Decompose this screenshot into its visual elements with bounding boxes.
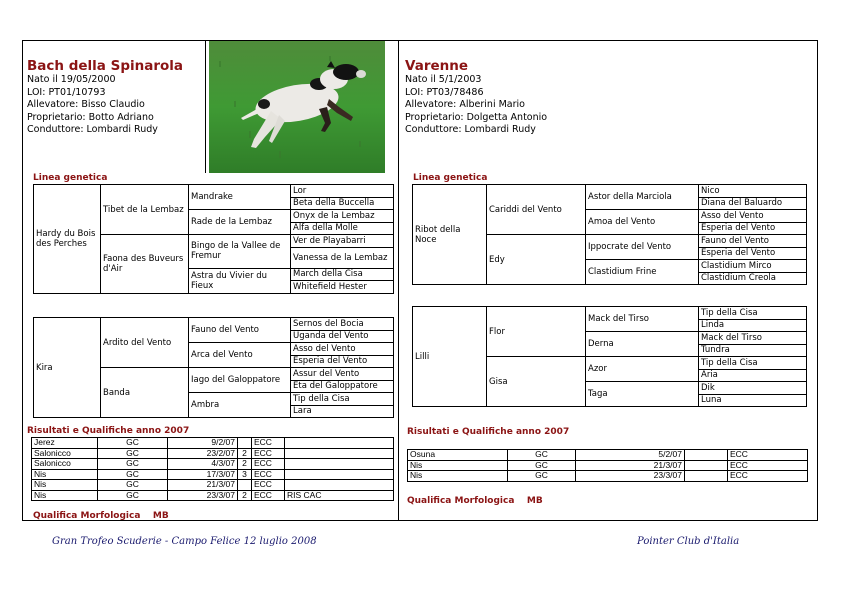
result-cell: Nis	[32, 490, 98, 501]
gen4-name: Vanessa de la Lembaz	[291, 247, 394, 268]
result-cell: 5/2/07	[576, 450, 685, 461]
gen4-name: Lor	[291, 185, 394, 198]
sire-name: Ribot della Noce	[413, 185, 487, 285]
pedigree-row	[413, 185, 807, 198]
dog-name-left: Bach della Spinarola	[27, 58, 184, 74]
result-row	[32, 469, 394, 480]
result-row	[408, 460, 808, 471]
result-row	[408, 450, 808, 461]
gen4-name: Lara	[291, 405, 394, 418]
gen4-name: Clastidium Mirco	[699, 260, 807, 273]
gen3-name: Iago del Galoppatore	[189, 368, 291, 393]
dog-info-left	[27, 74, 158, 137]
gen2-name: Flor	[487, 307, 586, 357]
loi-number: LOI: PT03/78486	[405, 86, 484, 98]
pedigree-title-right: Linea genetica	[413, 173, 488, 183]
owner: Proprietario: Botto Adriano	[27, 111, 154, 123]
gen4-name: Assur del Vento	[291, 368, 394, 381]
result-cell: 21/3/07	[576, 460, 685, 471]
result-cell: Salonicco	[32, 448, 98, 459]
born-date: Nato il 19/05/2000	[27, 74, 116, 85]
result-cell	[285, 469, 394, 480]
gen4-name: Alfa della Molle	[291, 222, 394, 235]
result-cell	[685, 450, 728, 461]
result-cell: GC	[508, 471, 576, 482]
results-table-left	[31, 437, 394, 501]
result-cell: 2	[238, 490, 252, 501]
gen4-name: Nico	[699, 185, 807, 198]
pedigree-dam-left	[33, 317, 394, 418]
morpho-left: Qualifica Morfologica MB	[33, 511, 169, 521]
gen4-name: Tip della Cisa	[699, 307, 807, 320]
sire-name: Hardy du Bois des Perches	[34, 185, 101, 294]
pedigree-row	[413, 307, 807, 320]
gen3-name: Fauno del Vento	[189, 318, 291, 343]
footer-event: Gran Trofeo Scuderie - Campo Felice 12 luglio 2008	[52, 536, 317, 547]
result-cell: Nis	[408, 460, 508, 471]
result-cell: ECC	[252, 438, 285, 449]
gen4-name: Dik	[699, 382, 807, 395]
gen3-name: Derna	[586, 332, 699, 357]
gen3-name: Ippocrate del Vento	[586, 235, 699, 260]
born-date: Nato il 5/1/2003	[405, 74, 482, 85]
gen4-name: Eta del Galoppatore	[291, 380, 394, 393]
breeder: Allevatore: Bisso Claudio	[27, 99, 145, 111]
gen2-name: Banda	[101, 368, 189, 418]
result-cell: ECC	[728, 450, 808, 461]
gen4-name: Onyx de la Lembaz	[291, 210, 394, 223]
gen4-name: Ver de Playabarri	[291, 235, 394, 248]
breeder: Allevatore: Alberini Mario	[405, 99, 525, 111]
result-cell: 9/2/07	[168, 438, 238, 449]
result-cell: Salonicco	[32, 459, 98, 470]
result-cell: Nis	[408, 471, 508, 482]
results-title-left: Risultati e Qualifiche anno 2007	[27, 426, 190, 436]
gen3-name: Astra du Vivier du Fieux	[189, 268, 291, 293]
result-row	[32, 448, 394, 459]
result-cell	[285, 438, 394, 449]
gen3-name: Bingo de la Vallee de Fremur	[189, 235, 291, 269]
result-cell: 23/3/07	[576, 471, 685, 482]
gen4-name: Esperia del Vento	[291, 355, 394, 368]
gen3-name: Amoa del Vento	[586, 210, 699, 235]
result-row	[408, 471, 808, 482]
gen4-name: Esperia del Vento	[699, 247, 807, 260]
gen2-name: Cariddi del Vento	[487, 185, 586, 235]
loi-number: LOI: PT01/10793	[27, 86, 106, 98]
gen4-name: Linda	[699, 319, 807, 332]
result-cell: 3	[238, 469, 252, 480]
result-cell	[238, 480, 252, 491]
dog-info-right	[405, 74, 547, 137]
gen4-name: Clastidium Creola	[699, 272, 807, 285]
gen3-name: Azor	[586, 357, 699, 382]
result-cell: GC	[98, 490, 168, 501]
gen4-name: Whitefield Hester	[291, 281, 394, 294]
gen2-name: Tibet de la Lembaz	[101, 185, 189, 235]
morpho-right: Qualifica Morfologica MB	[407, 496, 543, 506]
result-cell	[685, 471, 728, 482]
gen3-name: Rade de la Lembaz	[189, 210, 291, 235]
gen2-name: Ardito del Vento	[101, 318, 189, 368]
result-cell	[285, 448, 394, 459]
result-cell: 23/2/07	[168, 448, 238, 459]
result-cell	[238, 438, 252, 449]
result-cell: ECC	[252, 448, 285, 459]
result-cell: GC	[98, 448, 168, 459]
gen2-name: Edy	[487, 235, 586, 285]
result-cell: GC	[508, 460, 576, 471]
gen4-name: March della Cisa	[291, 268, 394, 281]
result-cell: Nis	[32, 480, 98, 491]
dam-name: Kira	[34, 318, 101, 418]
gen4-name: Tip della Cisa	[291, 393, 394, 406]
result-cell: ECC	[728, 471, 808, 482]
result-cell: 17/3/07	[168, 469, 238, 480]
result-cell: ECC	[252, 480, 285, 491]
result-cell	[685, 460, 728, 471]
result-cell: GC	[98, 480, 168, 491]
result-cell	[285, 480, 394, 491]
dog-photo	[209, 41, 385, 173]
result-cell: Nis	[32, 469, 98, 480]
gen4-name: Beta della Buccella	[291, 197, 394, 210]
dog-name-right: Varenne	[405, 58, 469, 74]
result-cell: ECC	[252, 469, 285, 480]
result-row	[32, 490, 394, 501]
results-table-right	[407, 449, 808, 482]
gen3-name: Taga	[586, 382, 699, 407]
gen4-name: Luna	[699, 394, 807, 407]
result-cell: GC	[508, 450, 576, 461]
result-row	[32, 459, 394, 470]
results-title-right: Risultati e Qualifiche anno 2007	[407, 427, 570, 437]
gen4-name: Asso del Vento	[699, 210, 807, 223]
dam-name: Lilli	[413, 307, 487, 407]
handler: Conduttore: Lombardi Rudy	[405, 124, 536, 136]
gen3-name: Mandrake	[189, 185, 291, 210]
gen4-name: Uganda del Vento	[291, 330, 394, 343]
result-cell	[285, 459, 394, 470]
pedigree-sire-right	[412, 184, 807, 285]
gen4-name: Aria	[699, 369, 807, 382]
column-divider	[398, 40, 399, 521]
result-cell: GC	[98, 459, 168, 470]
result-cell: 2	[238, 448, 252, 459]
gen4-name: Asso del Vento	[291, 343, 394, 356]
result-cell: GC	[98, 438, 168, 449]
gen4-name: Mack del Tirso	[699, 332, 807, 345]
gen4-name: Diana del Baluardo	[699, 197, 807, 210]
owner: Proprietario: Dolgetta Antonio	[405, 111, 548, 123]
result-cell: 23/3/07	[168, 490, 238, 501]
result-cell: GC	[98, 469, 168, 480]
result-cell: 2	[238, 459, 252, 470]
result-cell: ECC	[252, 490, 285, 501]
handler: Conduttore: Lombardi Rudy	[27, 124, 158, 136]
result-row	[32, 438, 394, 449]
pedigree-sire-left	[33, 184, 394, 294]
result-cell: 21/3/07	[168, 480, 238, 491]
gen2-name: Gisa	[487, 357, 586, 407]
running-dog-icon	[209, 41, 385, 173]
gen2-name: Faona des Buveurs d'Air	[101, 235, 189, 294]
result-cell: Osuna	[408, 450, 508, 461]
result-cell: 4/3/07	[168, 459, 238, 470]
result-row	[32, 480, 394, 491]
gen4-name: Esperia del Vento	[699, 222, 807, 235]
result-cell: Jerez	[32, 438, 98, 449]
pedigree-row	[34, 185, 394, 198]
result-cell: ECC	[728, 460, 808, 471]
gen3-name: Mack del Tirso	[586, 307, 699, 332]
result-cell: RIS CAC	[285, 490, 394, 501]
gen3-name: Astor della Marciola	[586, 185, 699, 210]
gen3-name: Ambra	[189, 393, 291, 418]
pedigree-row	[34, 318, 394, 331]
gen4-name: Tip della Cisa	[699, 357, 807, 370]
gen4-name: Sernos del Bocia	[291, 318, 394, 331]
gen4-name: Fauno del Vento	[699, 235, 807, 248]
pedigree-dam-right	[412, 306, 807, 407]
pedigree-title-left: Linea genetica	[33, 173, 108, 183]
photo-divider	[205, 40, 206, 173]
gen3-name: Arca del Vento	[189, 343, 291, 368]
footer-club: Pointer Club d'Italia	[637, 536, 740, 547]
gen3-name: Clastidium Frine	[586, 260, 699, 285]
gen4-name: Tundra	[699, 344, 807, 357]
result-cell: ECC	[252, 459, 285, 470]
